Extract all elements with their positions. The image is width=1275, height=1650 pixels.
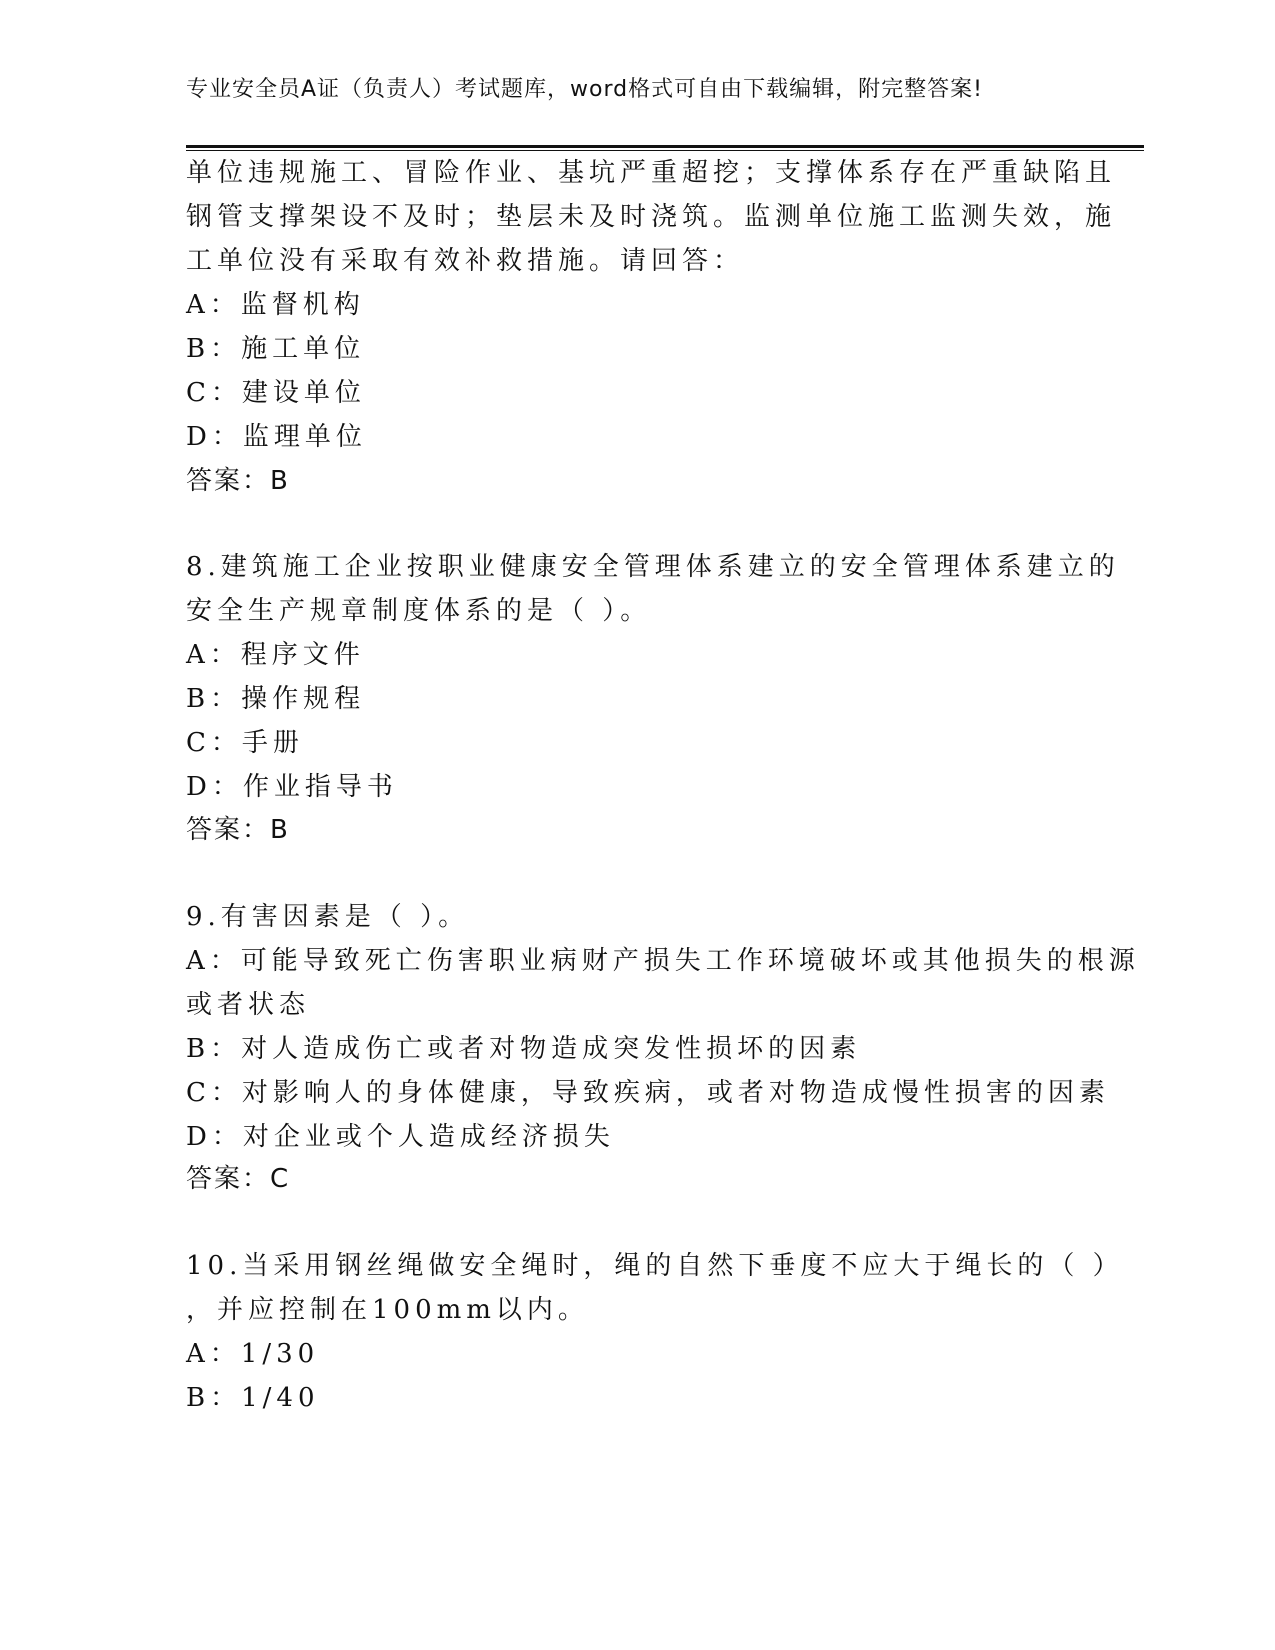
header-rule-thin — [186, 150, 1144, 151]
question-9-line: 9.有害因素是（ ）。 — [186, 902, 470, 932]
option-b: B：操作规程 — [186, 684, 366, 714]
option-a-continued: 或者状态 — [186, 990, 311, 1020]
option-b: B：1/40 — [186, 1383, 320, 1413]
option-a: A：1/30 — [186, 1339, 320, 1369]
question-8-line: 安全生产规章制度体系的是（ ）。 — [186, 596, 652, 626]
answer: 答案：B — [186, 815, 290, 845]
option-d: D：对企业或个人造成经济损失 — [186, 1122, 615, 1152]
question-10-line: ，并应控制在100mm以内。 — [186, 1295, 589, 1325]
option-a: A：程序文件 — [186, 640, 365, 670]
option-d: D：监理单位 — [186, 422, 367, 452]
option-c: C：手册 — [186, 728, 304, 758]
answer: 答案：C — [186, 1164, 291, 1194]
option-b: B：对人造成伤亡或者对物造成突发性损坏的因素 — [186, 1034, 862, 1064]
option-d: D：作业指导书 — [186, 772, 398, 802]
option-a: A：可能导致死亡伤害职业病财产损失工作环境破坏或其他损失的根源 — [186, 946, 1140, 976]
question-text-line: 钢管支撑架设不及时；垫层未及时浇筑。监测单位施工监测失效，施 — [186, 202, 1117, 232]
header-rule-thick — [186, 145, 1144, 148]
answer: 答案：B — [186, 466, 290, 496]
question-text-line: 工单位没有采取有效补救措施。请回答： — [186, 246, 745, 276]
question-10-line: 10.当采用钢丝绳做安全绳时，绳的自然下垂度不应大于绳长的（ ） — [186, 1251, 1124, 1281]
option-b: B：施工单位 — [186, 334, 366, 364]
question-text-line: 单位违规施工、冒险作业、基坑严重超挖；支撑体系存在严重缺陷且 — [186, 158, 1117, 188]
question-8-line: 8.建筑施工企业按职业健康安全管理体系建立的安全管理体系建立的 — [186, 552, 1120, 582]
option-a: A：监督机构 — [186, 290, 365, 320]
option-c: C：对影响人的身体健康，导致疾病，或者对物造成慢性损害的因素 — [186, 1078, 1110, 1108]
page-header: 专业安全员A证（负责人）考试题库，word格式可自由下载编辑，附完整答案! — [186, 77, 983, 102]
option-c: C：建设单位 — [186, 378, 366, 408]
